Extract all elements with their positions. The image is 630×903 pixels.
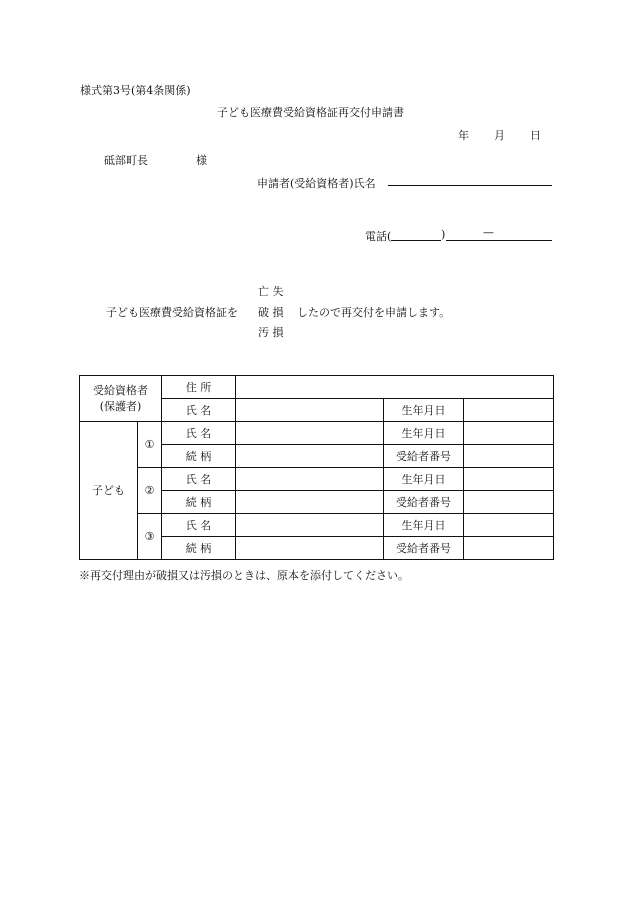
child-recipient-number-field[interactable] <box>464 537 554 560</box>
reason-lost[interactable]: 亡 失 <box>258 285 284 298</box>
date-year: 年 <box>458 129 469 142</box>
child-birthdate-label: 生年月日 <box>384 468 464 491</box>
child-number: ② <box>138 468 162 514</box>
application-table <box>79 375 554 560</box>
applicant-name-field[interactable] <box>388 185 552 186</box>
child-relation-label: 続 柄 <box>162 445 236 468</box>
child-relation-label: 続 柄 <box>162 491 236 514</box>
applicant-name-label: 申請者(受給資格者)氏名 <box>257 177 376 190</box>
child-relation-field[interactable] <box>236 445 384 468</box>
child-birthdate-label: 生年月日 <box>384 514 464 537</box>
child-birthdate-label: 生年月日 <box>384 422 464 445</box>
holder-name-field[interactable] <box>236 399 384 422</box>
child-name-label: 氏 名 <box>162 468 236 491</box>
date-month: 月 <box>494 129 505 142</box>
addressee-honorific: 様 <box>196 154 207 167</box>
child-birthdate-field[interactable] <box>464 422 554 445</box>
statement-prefix: 子ども医療費受給資格証を <box>106 306 238 319</box>
child-relation-field[interactable] <box>236 491 384 514</box>
form-number: 様式第3号(第4条関係) <box>80 84 191 97</box>
holder-label-line2: (保護者) <box>99 400 142 413</box>
child-relation-field[interactable] <box>236 537 384 560</box>
child-number: ③ <box>138 514 162 560</box>
child-name-field[interactable] <box>236 468 384 491</box>
child-name-label: 氏 名 <box>162 422 236 445</box>
child-name-field[interactable] <box>236 514 384 537</box>
attachment-note: ※再交付理由が破損又は汚損のときは、原本を添付してください。 <box>79 569 409 582</box>
child-relation-label: 続 柄 <box>162 537 236 560</box>
holder-birthdate-label: 生年月日 <box>384 399 464 422</box>
holder-address-label: 住 所 <box>162 376 236 399</box>
child-recipient-number-label: 受給者番号 <box>384 491 464 514</box>
child-recipient-number-label: 受給者番号 <box>384 445 464 468</box>
addressee-mayor: 砥部町長 <box>104 154 148 167</box>
holder-label <box>80 376 162 422</box>
phone-area-code-field[interactable] <box>391 240 441 241</box>
child-name-field[interactable] <box>236 422 384 445</box>
child-label: 子ども <box>80 422 138 560</box>
holder-name-label: 氏 名 <box>162 399 236 422</box>
statement-suffix: したので再交付を申請します。 <box>297 306 451 319</box>
form-title: 子ども医療費受給資格証再交付申請書 <box>217 106 404 119</box>
reason-damaged[interactable]: 破 損 <box>258 306 284 319</box>
child-birthdate-field[interactable] <box>464 468 554 491</box>
phone-label: 電話( <box>365 230 392 243</box>
phone-dash: — <box>483 226 494 239</box>
phone-paren-close: ) <box>441 228 446 241</box>
phone-number-field[interactable] <box>446 240 552 241</box>
reason-stained[interactable]: 汚 損 <box>258 326 284 339</box>
holder-address-field[interactable] <box>236 376 554 399</box>
child-birthdate-field[interactable] <box>464 514 554 537</box>
child-recipient-number-field[interactable] <box>464 445 554 468</box>
child-recipient-number-field[interactable] <box>464 491 554 514</box>
date-day: 日 <box>530 129 541 142</box>
holder-label-line1: 受給資格者 <box>93 384 148 397</box>
child-name-label: 氏 名 <box>162 514 236 537</box>
child-number: ① <box>138 422 162 468</box>
holder-birthdate-field[interactable] <box>464 399 554 422</box>
child-recipient-number-label: 受給者番号 <box>384 537 464 560</box>
